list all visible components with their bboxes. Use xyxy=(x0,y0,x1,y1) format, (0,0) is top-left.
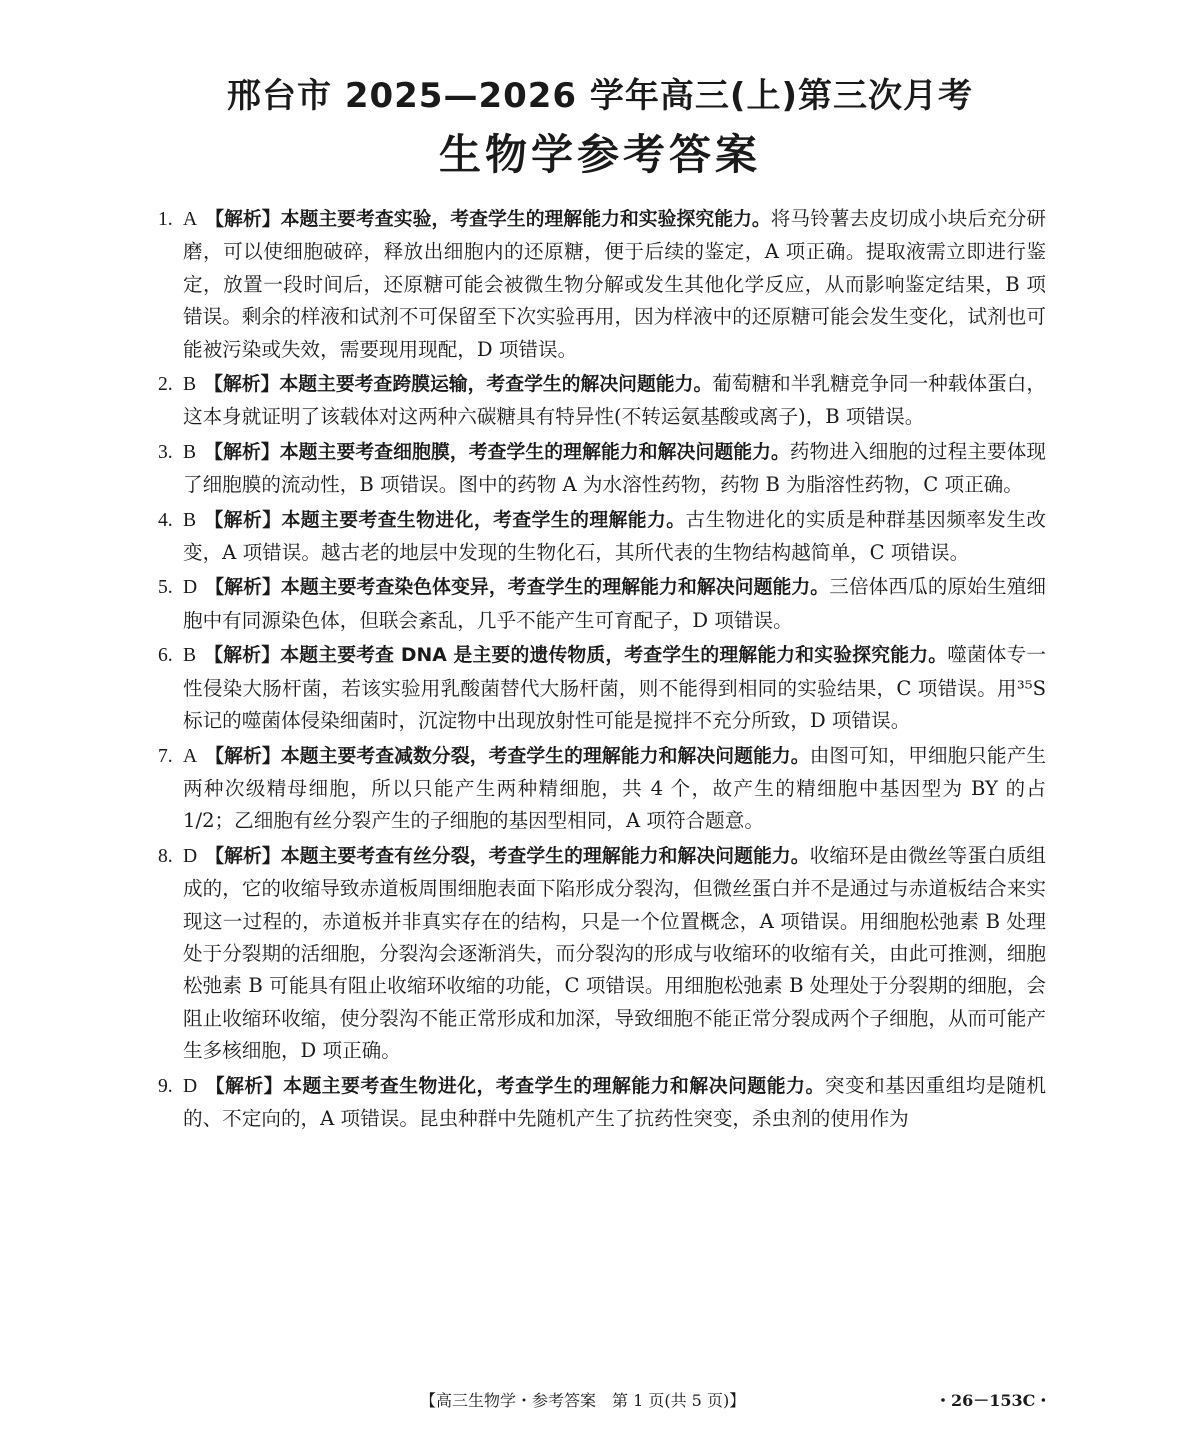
answer-item-8 xyxy=(158,840,1046,1068)
answer-text: 药物进入细胞的过程主要体现了细胞膜的流动性，B 项错误。图中的药物 A 为水溶性药物，药物 B 为脂溶性药物，C 项正确。 xyxy=(183,439,1046,497)
answer-text: 突变和基因重组均是随机的、不定向的，A 项错误。昆虫种群中先随机产生了抗药性突变，杀虫剂的使用作为 xyxy=(183,1073,1046,1130)
answer-key: A xyxy=(183,209,198,230)
answer-lead: 【解析】本题主要考查生物进化，考查学生的理解能力和解决问题能力。 xyxy=(205,1075,825,1097)
answer-text: 古生物进化的实质是种群基因频率发生改变，A 项错误。越古老的地层中发现的生物化石，其所代表的生物结构越简单，C 项错误。 xyxy=(183,507,1047,565)
answer-number: 5. xyxy=(158,577,173,599)
answer-key: D xyxy=(183,1075,198,1097)
answer-lead: 【解析】本题主要考查跨膜运输，考查学生的解决问题能力。 xyxy=(204,374,713,396)
answer-key: B xyxy=(183,441,197,463)
answer-key: D xyxy=(183,845,198,867)
answer-number: 8. xyxy=(158,845,173,867)
answer-text: 收缩环是由微丝等蛋白质组成的，它的收缩导致赤道板周围细胞表面下陷形成分裂沟，但微丝蛋白并不是通过与赤道板结合来实现这一过程的，赤道板并非真实存在的结构，只是一个位置概念，A 项错误。用细胞松弛素 B 处理处于分裂期的活细胞，分裂沟会逐渐消失，而分裂沟的形成与收缩环的收缩有关，由此可推测，细胞松弛素 B 可能具有阻止收缩环收缩的功能，C 项错误。用细胞松弛素 B 处理处于分裂期的细胞，会阻止收缩环收缩，使分裂沟不能正常形成和加深，导致细胞不能正常分裂成两个子细胞，从而可能产生多核细胞，D 项正确。 xyxy=(183,843,1047,1063)
footer-page-info: 【高三生物学・参考答案 第 1 页(共 5 页)】 xyxy=(420,1391,746,1410)
answer-item-2 xyxy=(158,368,1046,434)
answer-lead: 【解析】本题主要考查生物进化，考查学生的理解能力。 xyxy=(204,509,686,531)
answer-item-6 xyxy=(158,639,1046,737)
answer-lead: 【解析】本题主要考查减数分裂，考查学生的理解能力和解决问题能力。 xyxy=(205,745,810,767)
answer-text: 葡萄糖和半乳糖竞争同一种载体蛋白，这本身就证明了该载体对这两种六碳糖具有特异性(不转运氨基酸或离子)，B 项错误。 xyxy=(183,372,1047,429)
answer-lead: 【解析】本题主要考查 DNA 是主要的遗传物质，考查学生的理解能力和实验探究能力。 xyxy=(204,645,948,667)
answer-number: 1. xyxy=(158,209,173,230)
answer-item-9 xyxy=(158,1070,1046,1136)
answer-item-3 xyxy=(158,436,1046,502)
answer-key: D xyxy=(183,577,198,599)
answer-number: 3. xyxy=(158,441,173,463)
answer-item-1 xyxy=(158,203,1046,366)
answer-number: 9. xyxy=(158,1075,173,1097)
answer-text: 噬菌体专一性侵染大肠杆菌，若该实验用乳酸菌替代大肠杆菌，则不能得到相同的实验结果，C 项错误。用³⁵S 标记的噬菌体侵染细菌时，沉淀物中出现放射性可能是搅拌不充分所致，D 项错误。 xyxy=(183,643,1047,733)
answer-item-5 xyxy=(158,571,1046,637)
page-subtitle: 生物学参考答案 xyxy=(438,130,761,179)
answer-list xyxy=(158,203,1046,1137)
answer-number: 6. xyxy=(158,645,173,667)
answer-lead: 【解析】本题主要考查有丝分裂，考查学生的理解能力和解决问题能力。 xyxy=(205,845,810,867)
answer-text: 将马铃薯去皮切成小块后充分研磨，可以使细胞破碎，释放出细胞内的还原糖，便于后续的鉴定，A 项正确。提取液需立即进行鉴定，放置一段时间后，还原糖可能会被微生物分解或发生其他化学反应，从而影响鉴定结果，B 项错误。剩余的样液和试剂不可保留至下次实验再用，因为样液中的还原糖可能会发生变化，试剂也可能被污染或失效，需要现用现配，D 项错误。 xyxy=(183,207,1047,361)
answer-lead: 【解析】本题主要考查细胞膜，考查学生的理解能力和解决问题能力。 xyxy=(204,441,790,463)
answer-lead: 【解析】本题主要考查实验，考查学生的理解能力和实验探究能力。 xyxy=(205,209,771,230)
answer-key: A xyxy=(183,745,198,767)
answer-key: B xyxy=(183,509,197,531)
page-title: 邢台市 2025—2026 学年高三(上)第三次月考 xyxy=(226,76,973,116)
answer-key: B xyxy=(183,645,197,667)
answer-key: B xyxy=(183,374,197,396)
answer-text: 由图可知，甲细胞只能产生两种次级精母细胞，所以只能产生两种精细胞，共 4 个，故产生的精细胞中基因型为 BY 的占 1/2；乙细胞有丝分裂产生的子细胞的基因型相同，A 项符合题意。 xyxy=(183,743,1047,833)
answer-number: 4. xyxy=(158,509,173,531)
answer-item-4 xyxy=(158,504,1046,570)
answer-text: 三倍体西瓜的原始生殖细胞中有同源染色体，但联会紊乱，几乎不能产生可育配子，D 项错误。 xyxy=(183,575,1047,632)
answer-item-7 xyxy=(158,740,1046,838)
answer-lead: 【解析】本题主要考查染色体变异，考查学生的理解能力和解决问题能力。 xyxy=(205,577,830,599)
footer-code: ・26－153C・ xyxy=(935,1391,1052,1410)
answer-number: 7. xyxy=(158,745,173,767)
answer-number: 2. xyxy=(158,374,173,396)
